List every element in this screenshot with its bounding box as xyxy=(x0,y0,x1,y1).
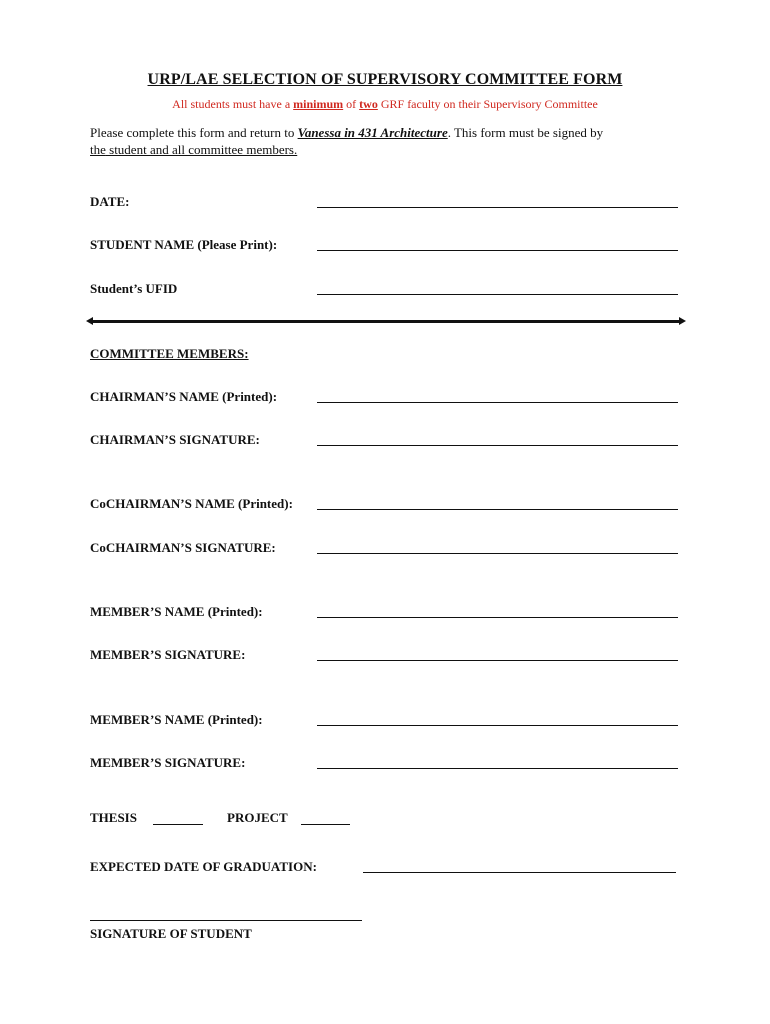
instructions-contact: Vanessa in 431 Architecture xyxy=(297,125,448,140)
date-field-line[interactable] xyxy=(317,207,678,208)
cochairman-signature-label: CoCHAIRMAN’S SIGNATURE: xyxy=(90,540,276,555)
chairman-name-label: CHAIRMAN’S NAME (Printed): xyxy=(90,389,278,404)
committee-requirement-notice xyxy=(0,97,770,112)
cochairman-name-label: CoCHAIRMAN’S NAME (Printed): xyxy=(90,496,293,511)
student-signature-label: SIGNATURE OF STUDENT xyxy=(90,926,252,941)
section-divider-arrow xyxy=(92,320,680,323)
date-label: DATE: xyxy=(90,194,130,209)
notice-text-pre: All students must have a xyxy=(172,97,294,111)
student-name-label: STUDENT NAME (Please Print): xyxy=(90,237,278,252)
cochairman-signature-field-line[interactable] xyxy=(317,553,678,554)
notice-minimum: minimum xyxy=(293,97,344,111)
graduation-date-label: EXPECTED DATE OF GRADUATION: xyxy=(90,859,317,874)
ufid-field-line[interactable] xyxy=(317,294,678,295)
notice-text-post: GRF faculty on their Supervisory Committee xyxy=(377,97,598,111)
notice-two: two xyxy=(359,97,378,111)
member2-signature-field-line[interactable] xyxy=(317,768,678,769)
form-title: URP/LAE SELECTION OF SUPERVISORY COMMITTEE FORM xyxy=(147,71,623,88)
student-name-field-line[interactable] xyxy=(317,250,678,251)
committee-members-heading: COMMITTEE MEMBERS: xyxy=(90,346,249,361)
instructions-part3: the xyxy=(90,142,106,157)
member2-signature-label: MEMBER’S SIGNATURE: xyxy=(90,755,246,770)
thesis-label: THESIS xyxy=(90,810,137,825)
notice-text-mid: of xyxy=(343,97,360,111)
member1-signature-label: MEMBER’S SIGNATURE: xyxy=(90,647,246,662)
member1-name-field-line[interactable] xyxy=(317,617,678,618)
member2-name-field-line[interactable] xyxy=(317,725,678,726)
instructions-part4: student and all committee members. xyxy=(105,142,298,157)
ufid-label: Student’s UFID xyxy=(90,281,178,296)
instructions-part2: . This form must be signed by xyxy=(447,125,604,140)
member2-name-label: MEMBER’S NAME (Printed): xyxy=(90,712,263,727)
graduation-date-field-line[interactable] xyxy=(363,872,676,873)
thesis-field-line[interactable] xyxy=(153,824,203,825)
chairman-name-field-line[interactable] xyxy=(317,402,678,403)
member1-name-label: MEMBER’S NAME (Printed): xyxy=(90,604,263,619)
student-signature-field-line[interactable] xyxy=(90,920,362,921)
cochairman-name-field-line[interactable] xyxy=(317,509,678,510)
instructions-part1: Please complete this form and return to xyxy=(90,125,298,140)
instructions-paragraph xyxy=(90,124,690,158)
project-field-line[interactable] xyxy=(301,824,350,825)
chairman-signature-label: CHAIRMAN’S SIGNATURE: xyxy=(90,432,260,447)
chairman-signature-field-line[interactable] xyxy=(317,445,678,446)
project-label: PROJECT xyxy=(227,810,288,825)
member1-signature-field-line[interactable] xyxy=(317,660,678,661)
